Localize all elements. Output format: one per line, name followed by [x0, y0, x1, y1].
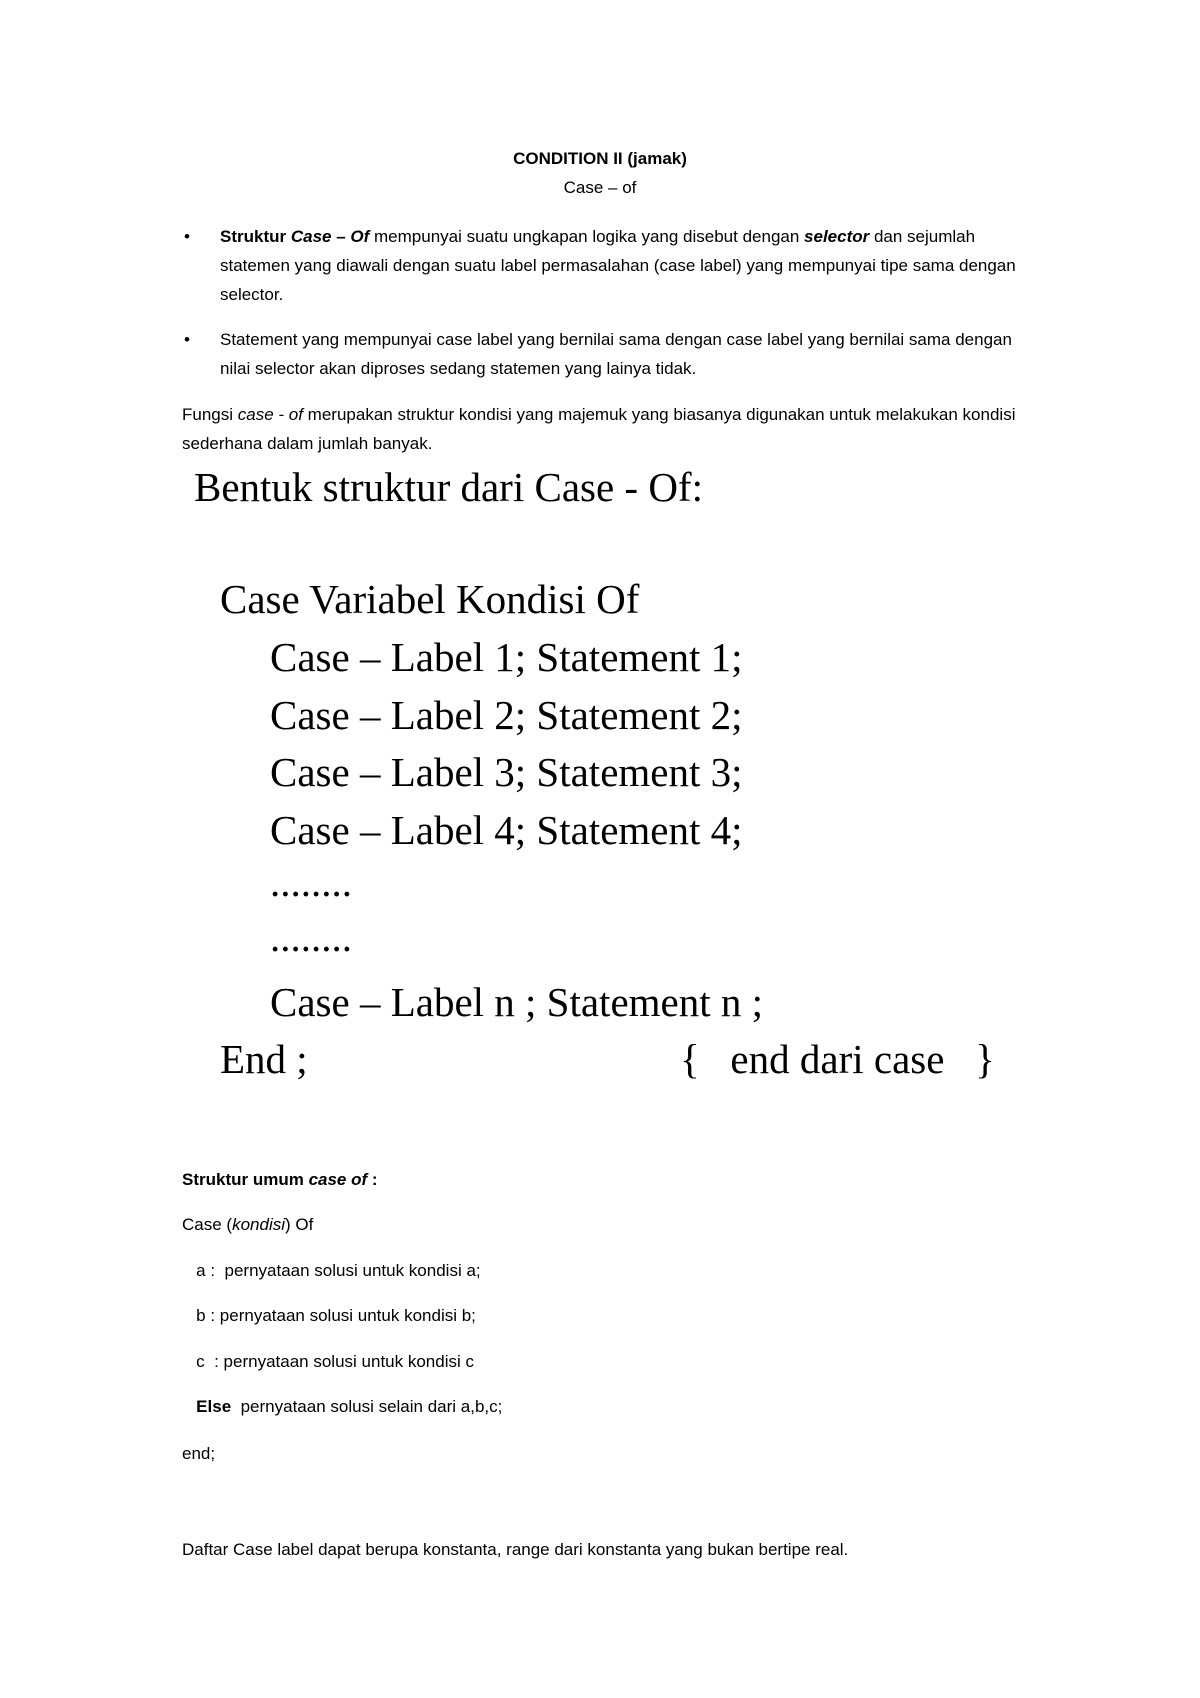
figure-dots: ........	[270, 914, 352, 960]
general-end-line: end;	[182, 1444, 216, 1463]
general-option-a: a : pernyataan solusi untuk kondisi a;	[182, 1261, 481, 1280]
figure-last-case-line: Case – Label n ; Statement n ;	[270, 979, 764, 1025]
general-option-c: c : pernyataan solusi untuk kondisi c	[182, 1352, 474, 1371]
bullet-icon: •	[184, 227, 190, 246]
general-case-line: Case (kondisi) Of	[182, 1215, 314, 1234]
figure-case-line: Case – Label 1; Statement 1;	[270, 634, 743, 680]
page-subtitle: Case – of	[563, 178, 637, 197]
figure-case-line: Case – Label 3; Statement 3;	[270, 749, 743, 795]
general-structure-heading: Struktur umum case of :	[182, 1170, 378, 1189]
figure-end-line: End ;	[220, 1036, 308, 1082]
bullet-text: Struktur Case – Of mempunyai suatu ungkapan logika yang disebut dengan selector dan sejumlah statemen yang diawali dengan suatu label permasalahan (case label) yang mempunyai tipe sama dengan selector.	[220, 227, 1016, 304]
bullet-item-1	[184, 222, 1044, 309]
bullet-text: Statement yang mempunyai case label yang bernilai sama dengan case label yang bernilai sama dengan nilai selector akan diproses sedang statemen yang lainya tidak.	[220, 330, 1012, 378]
intro-paragraph: Fungsi case - of merupakan struktur kondisi yang majemuk yang biasanya digunakan untuk melakukan kondisi sederhana dalam jumlah banyak.	[182, 405, 1016, 453]
figure-case-line: Case – Label 4; Statement 4;	[270, 807, 743, 853]
figure-end-comment: { end dari case }	[680, 1036, 995, 1082]
case-of-figure	[190, 462, 1050, 1102]
figure-open-line: Case Variabel Kondisi Of	[220, 576, 640, 622]
figure-dots: ........	[270, 859, 352, 905]
footer-paragraph: Daftar Case label dapat berupa konstanta, range dari konstanta yang bukan bertipe real.	[182, 1540, 849, 1559]
bullet-item-2	[184, 325, 1044, 383]
bullet-list	[184, 222, 1044, 383]
figure-case-line: Case – Label 2; Statement 2;	[270, 692, 743, 738]
page-title: CONDITION II (jamak)	[513, 149, 687, 168]
general-else-line: Else pernyataan solusi selain dari a,b,c;	[196, 1397, 503, 1416]
bullet-icon: •	[184, 330, 190, 349]
general-option-b: b : pernyataan solusi untuk kondisi b;	[182, 1306, 476, 1325]
figure-title: Bentuk struktur dari Case - Of:	[194, 464, 703, 510]
